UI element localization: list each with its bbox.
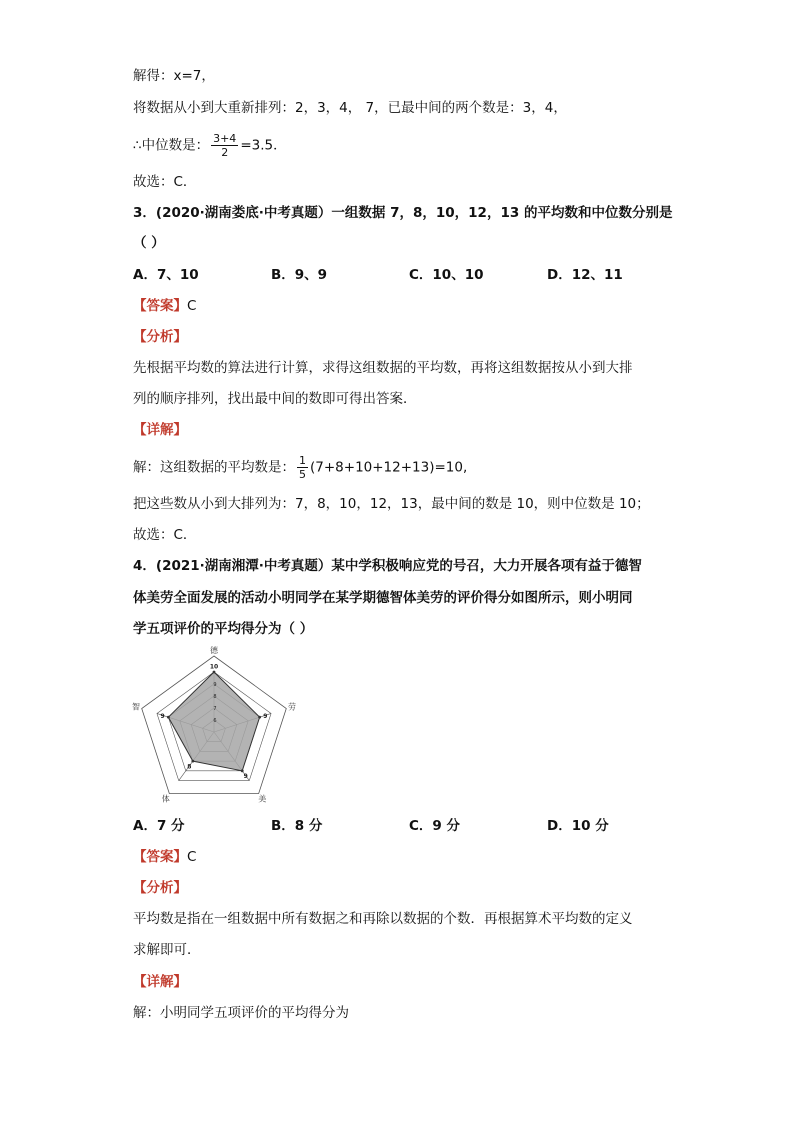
mean-fraction-den: 5 [299, 468, 306, 481]
mean-suffix: (7+8+10+12+13)=10, [310, 459, 468, 476]
q4-analysis-label: 【分析】 [133, 880, 187, 896]
answer-value: C [187, 298, 197, 314]
line-sorted-data: 将数据从小到大重新排列：2，3，4， 7，已最中间的两个数是：3，4， [133, 100, 567, 116]
question-3-paren: （ ） [133, 235, 165, 251]
question-4-stem-3: 学五项评价的平均得分为（ ） [133, 621, 314, 637]
radar-value-label: 10 [209, 663, 219, 671]
line-choose-c-1: 故选：C． [133, 174, 197, 190]
radar-axis-label: 德 [210, 646, 218, 655]
median-fraction [211, 132, 238, 159]
radar-tick-label: 9 [213, 682, 217, 688]
radar-tick-label: 8 [213, 694, 217, 700]
radar-data-point [241, 769, 244, 772]
q4-option-d: D．10 分 [547, 818, 609, 834]
radar-axis-label: 体 [161, 794, 170, 804]
radar-axis-label: 智 [132, 702, 141, 712]
radar-data-point [191, 760, 194, 763]
median-fraction-num: 3+4 [213, 132, 237, 145]
q3-analysis-line-1: 先根据平均数的算法进行计算，求得这组数据的平均数，再将这组数据按从小到大排 [133, 360, 633, 376]
radar-value-label: 9 [243, 773, 248, 781]
q4-option-c: C．9 分 [409, 818, 461, 834]
answer-label-4: 【答案】 [133, 849, 187, 865]
q4-answer [133, 847, 196, 867]
question-4-stem-2: 体美劳全面发展的活动小明同学在某学期德智体美劳的评价得分如图所示，则小明同 [133, 590, 633, 606]
q3-answer [133, 296, 196, 316]
radar-axis-label: 美 [258, 794, 267, 804]
q3-detail-line-1 [133, 454, 467, 481]
q3-detail-label: 【详解】 [133, 422, 187, 438]
radar-data-point [167, 716, 170, 719]
line-solution-x: 解得：x=7， [133, 68, 215, 84]
answer-value-4: C [187, 849, 197, 865]
median-prefix: ∴中位数是： [133, 137, 210, 154]
median-fraction-den: 2 [221, 146, 229, 159]
q4-option-b: B．8 分 [271, 818, 323, 834]
radar-tick-label: 6 [213, 718, 217, 724]
radar-data-point [258, 716, 261, 719]
mean-fraction [297, 454, 308, 481]
radar-tick-label: 7 [213, 706, 217, 712]
q4-analysis-line-2: 求解即可． [133, 942, 201, 958]
question-4-stem-1: 4．(2021·湖南湘潭·中考真题）某中学积极响应党的号召，大力开展各项有益于德智 [133, 558, 642, 574]
radar-value-label: 9 [160, 712, 165, 720]
median-suffix: =3.5． [240, 137, 287, 154]
q4-option-a: A．7 分 [133, 818, 185, 834]
q3-option-a: A．7、10 [133, 267, 199, 283]
q3-detail-line-3: 故选：C． [133, 527, 197, 543]
radar-chart [132, 646, 296, 804]
radar-value-label: 8 [187, 763, 192, 771]
mean-fraction-num: 1 [299, 454, 306, 467]
line-median [133, 132, 287, 159]
q3-analysis-line-2: 列的顺序排列，找出最中间的数即可得出答案． [133, 391, 417, 407]
mean-prefix: 解：这组数据的平均数是： [133, 459, 295, 476]
radar-axis-label: 劳 [287, 702, 296, 712]
question-3-stem: 3．(2020·湖南娄底·中考真题）一组数据 7，8，10，12，13 的平均数和中位数分别是 [133, 205, 673, 221]
q3-option-b: B．9、9 [271, 267, 328, 283]
answer-label: 【答案】 [133, 298, 187, 314]
q4-analysis-line-1: 平均数是指在一组数据中所有数据之和再除以数据的个数．再根据算术平均数的定义 [133, 911, 633, 927]
q3-analysis-label: 【分析】 [133, 329, 187, 345]
q4-detail-label: 【详解】 [133, 974, 187, 990]
q3-option-c: C．10、10 [409, 267, 484, 283]
q4-detail-line-1: 解：小明同学五项评价的平均得分为 [133, 1005, 349, 1021]
q3-detail-line-2: 把这些数从小到大排列为：7，8，10，12，13，最中间的数是 10，则中位数是 10； [133, 496, 650, 512]
radar-value-label: 9 [263, 712, 268, 720]
q3-option-d: D．12、11 [547, 267, 623, 283]
radar-data-point [213, 671, 216, 674]
